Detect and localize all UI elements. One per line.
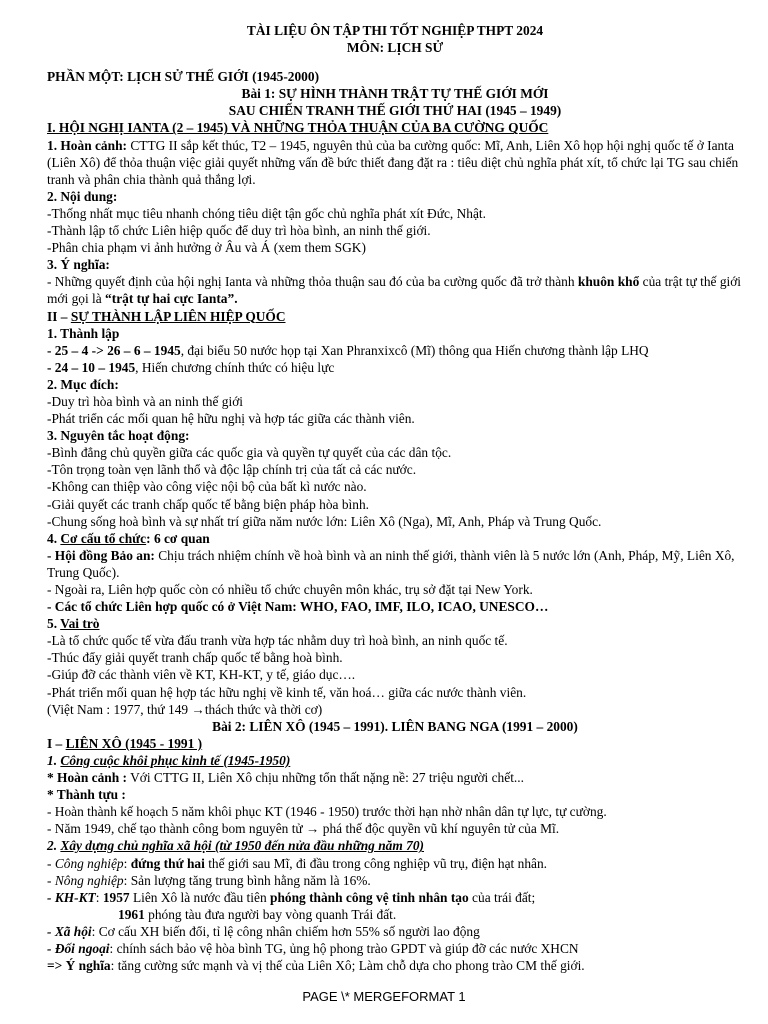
document-page (47, 22, 743, 974)
list-item: - Xã hội: Cơ cấu XH biến đổi, tỉ lệ công nhân chiếm hơn 55% số người lao động (47, 923, 480, 939)
arrow-right-icon: → (306, 821, 320, 837)
section2-goal-label: 2. Mục đích: (47, 376, 119, 392)
list-item: - Công nghiệp: đứng thứ hai thế giới sau Mĩ, đi đầu trong công nghiệp vũ trụ, điện hạt nhân. (47, 855, 548, 871)
section2-heading: II – SỰ THÀNH LẬP LIÊN HIỆP QUỐC (47, 308, 286, 324)
list-item: -Là tổ chức quốc tế vừa đấu tranh vừa hợp tác nhằm duy trì hoà bình, an ninh quốc tế. (47, 633, 508, 649)
list-item: -Thành lập tổ chức Liên hiệp quốc để duy trì hòa bình, an ninh thế giới. (47, 223, 431, 239)
list-item: -Duy trì hòa bình và an ninh thế giới (47, 393, 244, 409)
list-item: -Thống nhất mục tiêu nhanh chóng tiêu diệt tận gốc chủ nghĩa phát xít Đức, Nhật. (47, 205, 486, 221)
list-item: 1961 phóng tàu đưa người bay vòng quanh Trái đất. (118, 906, 397, 922)
lesson2-title: Bài 2: LIÊN XÔ (1945 – 1991). LIÊN BANG NGA (1991 – 2000) (212, 718, 578, 734)
section1-meaning: - Những quyết định của hội nghị Ianta và những thỏa thuận sau đó của ba cường quốc đã trở thành khuôn khổ của trật tự thế giới mới gọi là “trật tự hai cực Ianta”. (47, 274, 742, 307)
list-item: => Ý nghĩa: tăng cường sức mạnh và vị thế của Liên Xô; Làm chỗ dựa cho phong trào CM thế giới. (47, 958, 585, 974)
lesson2-achievement-label: * Thành tựu : (47, 787, 126, 803)
lesson2-section-heading: I – LIÊN XÔ (1945 - 1991 ) (47, 735, 203, 751)
list-item: - KH-KT: 1957 Liên Xô là nước đầu tiên phóng thành công vệ tinh nhân tạo của trái đất; (47, 889, 536, 905)
lesson1-title-line1: Bài 1: SỰ HÌNH THÀNH TRẬT TỰ THẾ GIỚI MỚI (241, 86, 549, 102)
document-title: TÀI LIỆU ÔN TẬP THI TỐT NGHIỆP THPT 2024 (246, 23, 544, 38)
section1-context: 1. Hoàn cảnh: CTTG II sắp kết thúc, T2 – 1945, nguyên thủ của ba cường quốc: Mĩ, Anh, Liên Xô họp hội nghị quốc tế ở Ianta (Liên Xô) để thỏa thuận việc giải quyết những vấn đề bức thiết đang đặt ra : tiêu diệt chủ nghĩa phát xít, tổ chức lại TG sau chiến tranh và phân chia thành quả thắng lợi. (47, 137, 739, 187)
list-item: -Bình đẳng chủ quyền giữa các quốc gia và quyền tự quyết của các dân tộc. (47, 445, 452, 461)
list-item: -Chung sống hoà bình và sự nhất trí giữa năm nước lớn: Liên Xô (Nga), Mĩ, Anh, Pháp và Trung Quốc. (47, 513, 602, 529)
list-item: - 25 – 4 -> 26 – 6 – 1945, đại biểu 50 nước họp tại Xan Phranxixcô (Mĩ) thông qua Hiến chương thành lập LHQ (47, 342, 649, 358)
list-item: -Phát triển các mối quan hệ hữu nghị và hợp tác giữa các thành viên. (47, 411, 415, 427)
list-item: - 24 – 10 – 1945, Hiến chương chính thức có hiệu lực (47, 359, 335, 375)
list-item: - Nông nghiệp: Sản lượng tăng trung bình hằng năm là 16%. (47, 872, 371, 888)
list-item: -Giúp đỡ các thành viên về KT, KH-KT, y tế, giáo dục…. (47, 667, 356, 683)
lesson2-sub2-heading: 2. Xây dựng chủ nghĩa xã hội (từ 1950 đến nửa đầu những năm 70) (47, 838, 424, 854)
list-item: -Giải quyết các tranh chấp quốc tế bằng biện pháp hòa bình. (47, 496, 370, 512)
document-subject: MÔN: LỊCH SỬ (346, 40, 444, 56)
page-footer: PAGE \* MERGEFORMAT 1 (302, 989, 466, 1004)
list-item: - Hội đồng Bảo an: Chịu trách nhiệm chính về hoà bình và an ninh thế giới, thành viên là 5 nước lớn (Anh, Pháp, Mỹ, Liên Xô, Trung Quốc). (47, 547, 735, 580)
section1-heading: I. HỘI NGHỊ IANTA (2 – 1945) VÀ NHỮNG THỎA THUẬN CỦA BA CƯỜNG QUỐC (47, 120, 549, 136)
vietnam-note: (Việt Nam : 1977, thứ 149 →thách thức và thời cơ) (47, 701, 323, 717)
list-item: - Đối ngoại: chính sách bảo vệ hòa bình TG, ủng hộ phong trào GPDT và giúp đỡ các nước XHCN (47, 940, 579, 956)
list-item: -Thúc đẩy giải quyết tranh chấp quốc tế bằng hoà bình. (47, 650, 343, 666)
list-item: -Phát triển mối quan hệ hợp tác hữu nghị về kinh tế, văn hoá… giữa các nước thành viên. (47, 684, 527, 700)
lesson2-context: * Hoàn cảnh : Với CTTG II, Liên Xô chịu những tổn thất nặng nề: 27 triệu người chết... (47, 770, 524, 786)
list-item: -Phân chia phạm vi ảnh hưởng ở Âu và Á (xem them SGK) (47, 240, 366, 256)
list-item: - Các tổ chức Liên hợp quốc có ở Việt Nam: WHO, FAO, IMF, ILO, ICAO, UNESCO… (47, 599, 549, 615)
list-item: - Năm 1949, chế tạo thành công bom nguyên tử → phá thế độc quyền vũ khí nguyên tử của Mĩ. (47, 821, 560, 837)
section2-org-label: 4. Cơ cấu tổ chức: 6 cơ quan (47, 530, 210, 546)
section2-principle-label: 3. Nguyên tắc hoạt động: (47, 428, 190, 444)
list-item: -Không can thiệp vào công việc nội bộ của bất kì nước nào. (47, 479, 367, 495)
section2-role-label: 5. Vai trò (47, 616, 100, 632)
arrow-right-icon: → (191, 701, 205, 717)
lesson2-sub1-heading: 1. Công cuộc khôi phục kinh tế (1945-1950) (47, 752, 291, 768)
section1-meaning-label: 3. Ý nghĩa: (47, 257, 110, 273)
list-item: - Ngoài ra, Liên hợp quốc còn có nhiều tổ chức chuyên môn khác, trụ sở đặt tại New York. (47, 582, 533, 597)
lesson1-title-line2: SAU CHIẾN TRANH THẾ GIỚI THỨ HAI (1945 – 1949) (228, 103, 562, 119)
section1-content-label: 2. Nội dung: (47, 188, 118, 204)
section2-founding-label: 1. Thành lập (47, 325, 120, 341)
part-heading: PHẦN MỘT: LỊCH SỬ THẾ GIỚI (1945-2000) (47, 69, 320, 85)
list-item: - Hoàn thành kế hoạch 5 năm khôi phục KT (1946 - 1950) trước thời hạn nhờ nhân dân tự lực, tự cường. (47, 804, 607, 820)
list-item: -Tôn trọng toàn vẹn lãnh thổ và độc lập chính trị của tất cả các nước. (47, 462, 417, 478)
